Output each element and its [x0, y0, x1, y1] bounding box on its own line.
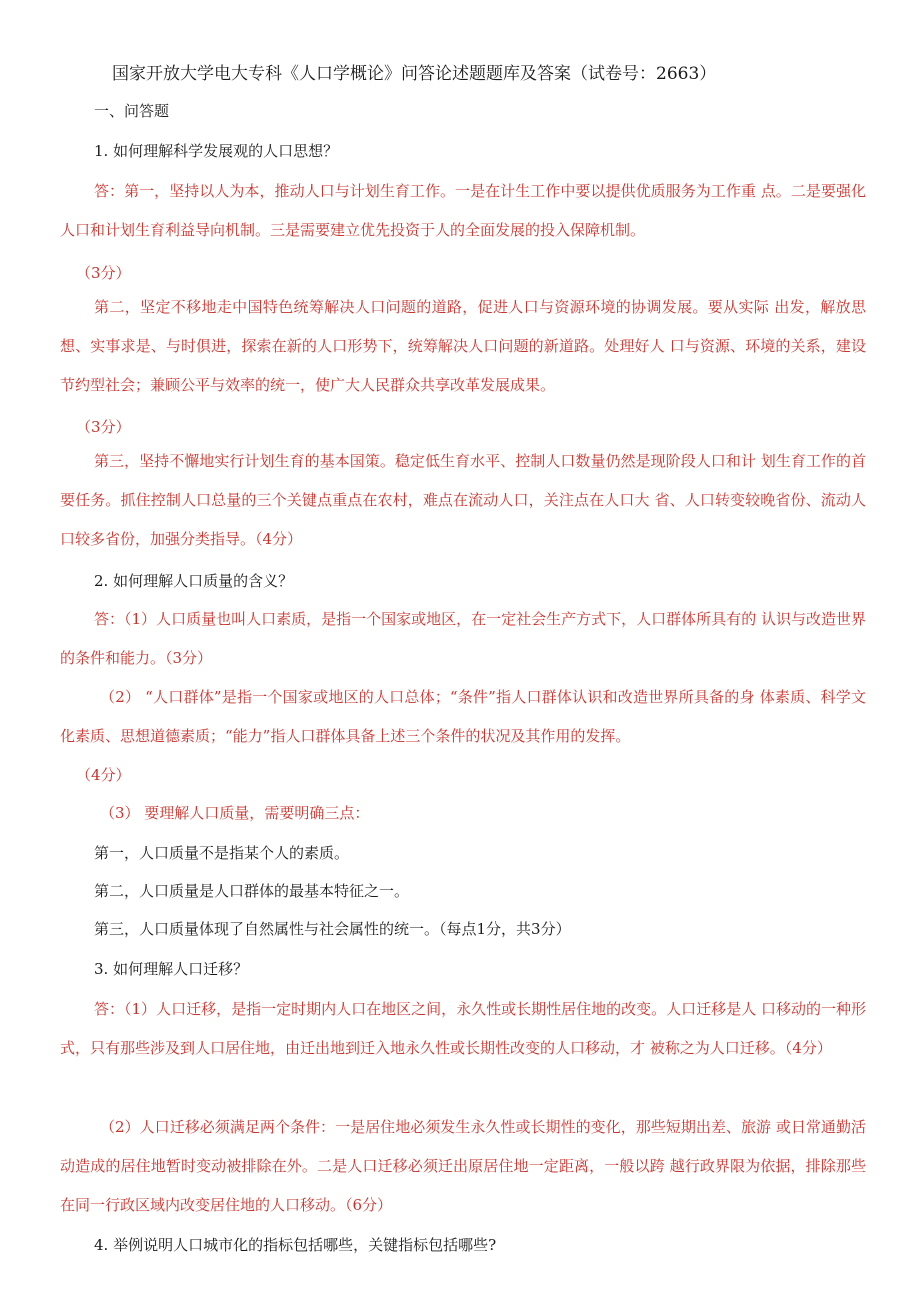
answer-2-point-3: 第三，人口质量体现了自然属性与社会属性的统一。（每点1分，共3分） — [94, 920, 571, 938]
answer-2-part-2: （2） “人口群体”是指一个国家或地区的人口总体；“条件”指人口群体认识和改造世界所具备的身 体素质、科学文化素质、思想道德素质；“能力”指人口群体具备上述三个条件的状况及其作用的发挥。 — [60, 688, 866, 745]
answer-1-part-2: 第二，坚定不移地走中国特色统筹解决人口问题的道路，促进人口与资源环境的协调发展。要从实际 出发，解放思想、实事求是、与时俱进，探索在新的人口形势下，统筹解决人口问题的新道路。处理好人 口与资源、环境的关系，建设节约型社会；兼顾公平与效率的统一，使广大人民群众共享改革发展成果。 — [60, 298, 866, 394]
answer-2-point-1: 第一，人口质量不是指某个人的素质。 — [94, 844, 350, 862]
answer-1-score-1: （3分） — [76, 264, 131, 282]
answer-3-part-1: 答：（1）人口迁移，是指一定时期内人口在地区之间，永久性或长期性居住地的改变。人口迁移是人 口移动的一种形式，只有那些涉及到人口居住地，由迁出地到迁入地永久性或长期性改变的人口移动，才 被称之为人口迁移。（4分） — [60, 1000, 866, 1057]
answer-3-part-2: （2）人口迁移必须满足两个条件：一是居住地必须发生永久性或长期性的变化，那些短期出差、旅游 或日常通勤活动造成的居住地暂时变动被排除在外。二是人口迁移必须迁出原居住地一定距离，一般以跨 越行政界限为依据，排除那些在同一行政区域内改变居住地的人口移动。（6分） — [60, 1118, 866, 1214]
answer-1-score-2: （3分） — [76, 418, 131, 436]
document-title: 国家开放大学电大专科《人口学概论》问答论述题题库及答案（试卷号：2663） — [112, 64, 717, 84]
answer-2-point-2: 第二，人口质量是人口群体的最基本特征之一。 — [94, 882, 410, 900]
answer-1-part-3: 第三，坚持不懈地实行计划生育的基本国策。稳定低生育水平、控制人口数量仍然是现阶段人口和计 划生育工作的首要任务。抓住控制人口总量的三个关键点重点在农村，难点在流动人口，关注点在人口大 省、人口转变较晚省份、流动人口较多省份，加强分类指导。（4分） — [60, 452, 866, 548]
question-4: 4. 举例说明人口城市化的指标包括哪些，关键指标包括哪些? — [94, 1236, 497, 1254]
section-heading: 一、问答题 — [94, 102, 170, 120]
answer-2-part-3: （3） 要理解人口质量，需要明确三点： — [100, 804, 370, 822]
answer-1-part-1: 答：第一，坚持以人为本，推动人口与计划生育工作。一是在计生工作中要以提供优质服务为工作重 点。二是要强化人口和计划生育利益导向机制。三是需要建立优先投资于人的全面发展的投入保障机制。 — [60, 182, 866, 239]
question-3: 3. 如何理解人口迁移？ — [94, 960, 249, 978]
question-1: 1. 如何理解科学发展观的人口思想？ — [94, 142, 339, 160]
answer-2-score-2: （4分） — [76, 766, 131, 784]
answer-2-part-1: 答：（1）人口质量也叫人口素质，是指一个国家或地区，在一定社会生产方式下，人口群体所具有的 认识与改造世界的条件和能力。（3分） — [60, 610, 866, 667]
question-2: 2. 如何理解人口质量的含义？ — [94, 572, 294, 590]
